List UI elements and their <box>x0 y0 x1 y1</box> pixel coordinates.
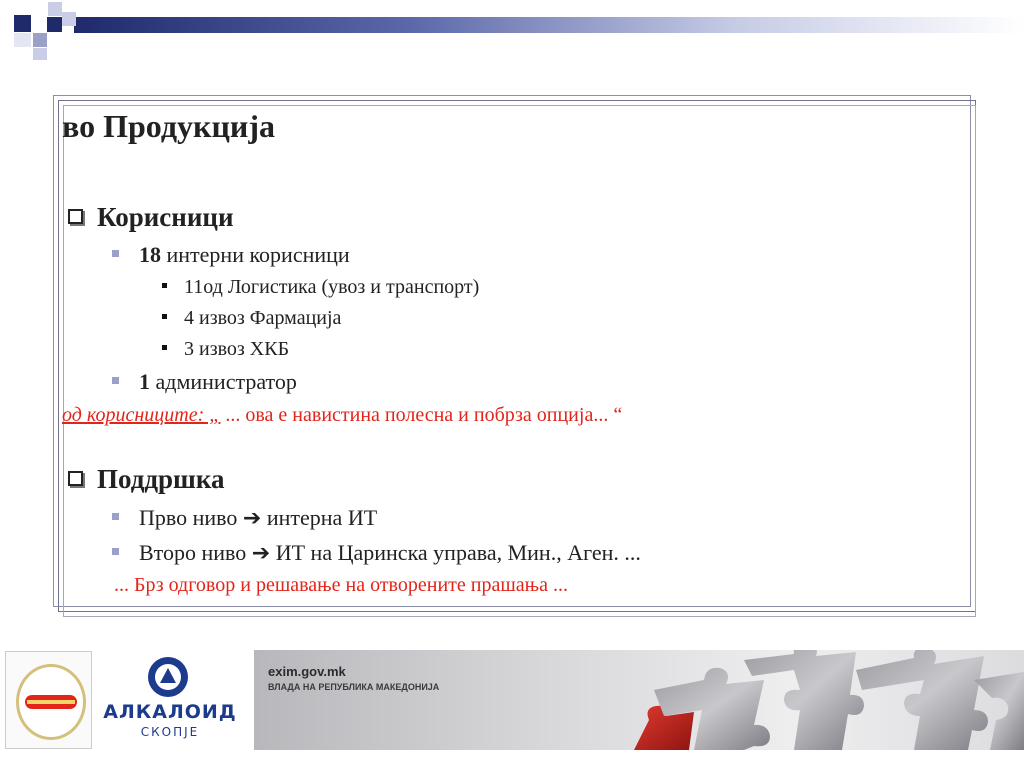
header-gradient-band <box>74 17 1024 33</box>
deco-square <box>62 12 76 26</box>
breakdown-text: 3 извоз ХКБ <box>184 338 290 360</box>
user-quote-lead: од корисниците: „ <box>62 404 221 426</box>
exim-subtitle: ВЛАДА НА РЕПУБЛИКА МАКЕДОНИЈА <box>268 682 440 692</box>
deco-square <box>33 33 47 47</box>
customs-logo <box>5 651 92 749</box>
small-square-bullet-icon <box>162 283 167 288</box>
section-users-label: Корисници <box>97 202 234 232</box>
breakdown-item <box>162 307 341 330</box>
support-level-1 <box>112 505 377 531</box>
breakdown-text: 4 извоз Фармација <box>184 307 342 329</box>
support-level-2 <box>112 540 641 566</box>
alkaloid-name: АЛКАЛОИД <box>103 701 237 723</box>
support-level-2-label: Второ ниво <box>139 540 252 565</box>
internal-users-text: интерни корисници <box>161 242 350 267</box>
breakdown-item <box>162 276 479 299</box>
square-bullet-icon <box>112 513 119 520</box>
deco-square <box>47 17 62 32</box>
deco-square <box>33 48 47 60</box>
section-users <box>62 202 234 233</box>
alkaloid-logo <box>92 655 248 747</box>
arrow-right-icon: ➔ <box>251 541 271 566</box>
deco-square <box>48 2 62 16</box>
checkbox-bullet-icon <box>68 471 83 486</box>
section-support <box>62 464 225 495</box>
exim-url: exim.gov.mk <box>268 664 346 679</box>
alkaloid-emblem-icon <box>148 657 188 697</box>
user-quote-body: ... ова е навистина полесна и побрза опција... “ <box>220 404 623 426</box>
arrow-right-icon: ➔ <box>242 506 262 531</box>
square-bullet-icon <box>112 548 119 555</box>
admin-text: администратор <box>150 369 297 394</box>
admin-item <box>112 369 297 395</box>
footer-logos <box>0 645 1024 755</box>
breakdown-item <box>162 338 289 361</box>
internal-users-count: 18 <box>139 242 161 267</box>
alkaloid-city: СКОПЈЕ <box>140 725 200 739</box>
breakdown-text: 11од Логистика (увоз и транспорт) <box>184 276 480 298</box>
deco-square <box>14 33 31 47</box>
deco-square <box>14 15 31 32</box>
support-level-2-target: ИТ на Царинска управа, Мин., Аген. ... <box>270 540 641 565</box>
internal-users-item <box>112 242 350 268</box>
square-bullet-icon <box>112 377 119 384</box>
small-square-bullet-icon <box>162 345 167 350</box>
small-square-bullet-icon <box>162 314 167 319</box>
support-note: ... Брз одговор и решавање на отворените прашања ... <box>114 574 568 596</box>
slide-title: во Продукција <box>62 108 275 144</box>
support-level-1-target: интерна ИТ <box>261 505 378 530</box>
customs-seal-icon <box>16 664 86 740</box>
admin-count: 1 <box>139 369 150 394</box>
slide-content <box>62 104 962 604</box>
section-support-label: Поддршка <box>97 464 225 494</box>
puzzle-pieces-image <box>594 650 1024 750</box>
support-level-1-label: Прво ниво <box>139 505 243 530</box>
square-bullet-icon <box>112 250 119 257</box>
user-quote <box>62 404 622 427</box>
exim-banner <box>254 650 1024 750</box>
checkbox-bullet-icon <box>68 209 83 224</box>
